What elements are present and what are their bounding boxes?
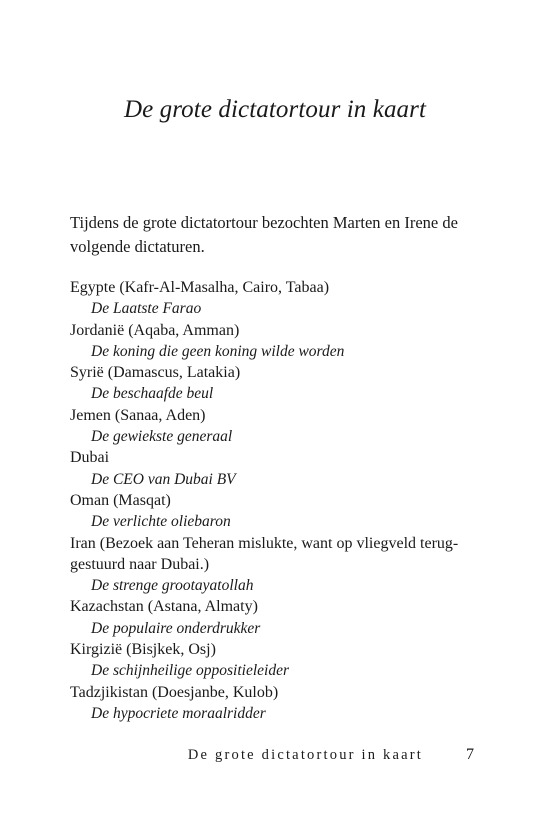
dictatorship-list bbox=[70, 277, 490, 724]
list-item-iran bbox=[70, 533, 490, 597]
list-item-kirgizie bbox=[70, 639, 490, 682]
dictator-description: De gewiekste generaal bbox=[91, 428, 233, 446]
country-name: Tadzjikistan (Doesjanbe, Kulob) bbox=[70, 683, 279, 701]
list-item-syrie bbox=[70, 362, 490, 405]
dictator-description: De verlichte oliebaron bbox=[91, 513, 231, 531]
country-name: Kazachstan (Astana, Almaty) bbox=[70, 598, 258, 616]
dictator-description: De Laatste Farao bbox=[91, 300, 202, 318]
page-title: De grote dictatortour in kaart bbox=[123, 96, 427, 123]
country-name: Egypte (Kafr-Al-Masalha, Cairo, Tabaa) bbox=[70, 279, 330, 296]
running-head: De grote dictatortour in kaart bbox=[187, 747, 423, 763]
list-item-dubai bbox=[70, 447, 490, 490]
list-item-jemen bbox=[70, 405, 490, 448]
intro-paragraph bbox=[70, 211, 490, 259]
list-item-jordanie bbox=[70, 320, 490, 363]
dictator-description: De strenge grootayatollah bbox=[91, 577, 254, 595]
country-name: Dubai bbox=[70, 449, 110, 467]
dictator-description: De koning die geen koning wilde worden bbox=[91, 342, 345, 360]
country-name-continued: gestuurd naar Dubai.) bbox=[70, 555, 210, 573]
page-number: 7 bbox=[466, 746, 474, 763]
page-footer bbox=[0, 747, 550, 767]
dictator-description: De beschaafde beul bbox=[91, 385, 214, 403]
dictator-description: De populaire onderdrukker bbox=[91, 619, 261, 637]
list-item-oman bbox=[70, 490, 490, 533]
country-name: Jemen (Sanaa, Aden) bbox=[70, 406, 206, 424]
country-name: Oman (Masqat) bbox=[70, 491, 171, 509]
intro-line: volgende dictaturen. bbox=[70, 237, 205, 256]
list-item-egypte bbox=[70, 277, 490, 320]
country-name: Iran (Bezoek aan Teheran mislukte, want op vliegveld terug- bbox=[70, 534, 459, 552]
country-name: Kirgizië (Bisjkek, Osj) bbox=[70, 641, 216, 659]
country-name: Jordanië (Aqaba, Amman) bbox=[70, 321, 240, 339]
list-item-kazachstan bbox=[70, 596, 490, 639]
list-item-tadzjikistan bbox=[70, 682, 490, 725]
dictator-description: De CEO van Dubai BV bbox=[91, 470, 236, 488]
dictator-description: De hypocriete moraalridder bbox=[91, 704, 266, 722]
dictator-description: De schijnheilige oppositieleider bbox=[91, 662, 290, 680]
intro-line: Tijdens de grote dictatortour bezochten Marten en Irene de bbox=[70, 213, 458, 232]
country-name: Syrië (Damascus, Latakia) bbox=[70, 364, 241, 382]
